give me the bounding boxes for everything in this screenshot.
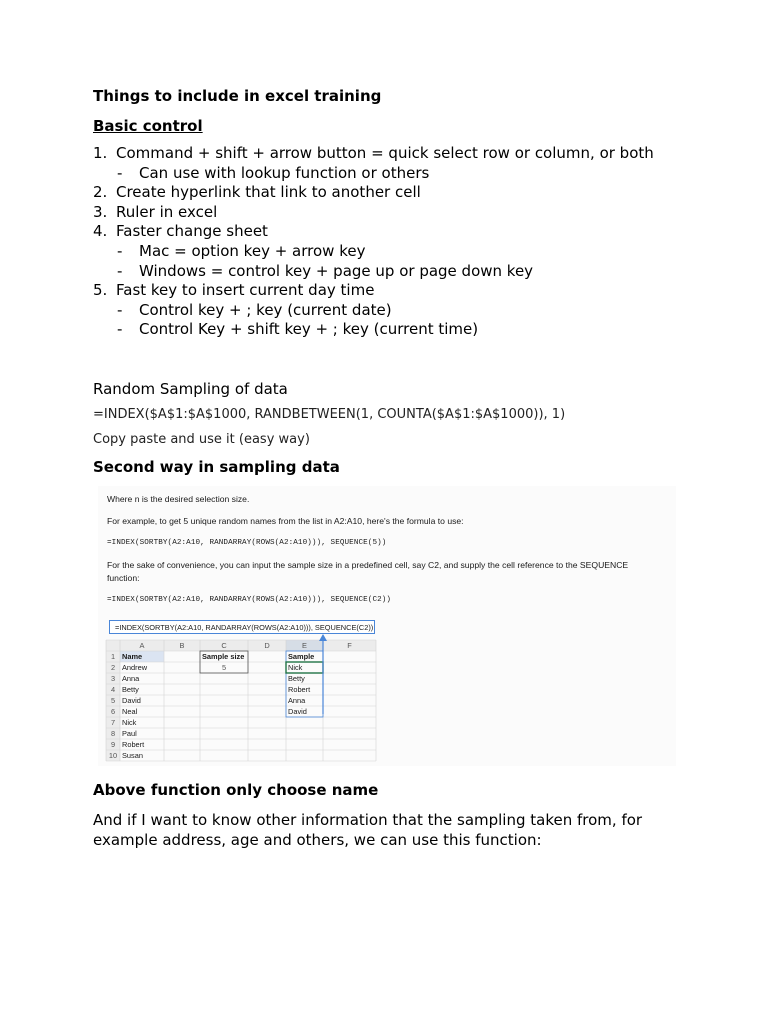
list-number: 3. <box>93 202 108 221</box>
subitem-text: Windows = control key + page up or page down key <box>139 261 534 280</box>
dash-bullet: - <box>117 320 123 339</box>
embedded-excel-screenshot <box>98 486 676 766</box>
list-number: 4. <box>93 222 108 241</box>
cell-col-e: Robert <box>288 685 311 694</box>
screenshot-line-2: For example, to get 5 unique random names from the list in A2:A10, here's the formula to use: <box>107 516 464 526</box>
document-body <box>93 86 693 477</box>
column-header: D <box>264 641 270 650</box>
cell-col-a: Nick <box>122 718 137 727</box>
list-subitem <box>93 320 693 340</box>
cell-col-e: David <box>288 707 307 716</box>
subitem-text: Control key + ; key (current date) <box>139 300 392 319</box>
row-number: 8 <box>110 729 116 738</box>
dash-bullet: - <box>117 261 123 280</box>
list-subitem <box>93 301 693 321</box>
arrow-head-icon <box>319 634 327 641</box>
cell-col-e: Nick <box>288 663 303 672</box>
document-continuation <box>93 780 693 850</box>
list-text: Ruler in excel <box>116 202 218 221</box>
row-number: 6 <box>110 707 116 716</box>
training-list <box>93 144 693 340</box>
screenshot-line-3a: For the sake of convenience, you can input the sample size in a predefined cell, say C2, and supply the cell reference to the SEQUENCE <box>107 560 629 570</box>
row-number: 2 <box>110 663 116 672</box>
column-header: A <box>139 641 145 650</box>
second-way-heading: Second way in sampling data <box>93 457 340 476</box>
list-item <box>93 222 693 242</box>
list-text: Create hyperlink that link to another cell <box>116 183 421 202</box>
row-number: 5 <box>110 696 116 705</box>
row-number: 4 <box>110 685 116 694</box>
formula-bar: =INDEX(SORTBY(A2:A10, RANDARRAY(ROWS(A2:A10))), SEQUENCE(C2)) <box>109 620 375 634</box>
list-subitem <box>93 262 693 282</box>
screenshot-line-1: Where n is the desired selection size. <box>107 494 250 504</box>
copy-paste-note: Copy paste and use it (easy way) <box>93 431 310 447</box>
list-item <box>93 183 693 203</box>
cell-col-e: Betty <box>288 674 305 683</box>
cell-col-a: Name <box>122 652 143 661</box>
screenshot-code-2: =INDEX(SORTBY(A2:A10, RANDARRAY(ROWS(A2:A10))), SEQUENCE(C2)) <box>107 596 392 604</box>
spreadsheet-grid <box>98 486 676 766</box>
list-subitem <box>93 242 693 262</box>
dash-bullet: - <box>117 241 123 260</box>
list-number: 1. <box>93 144 108 162</box>
cell-col-a: Paul <box>122 729 137 738</box>
above-function-heading: Above function only choose name <box>93 781 379 799</box>
column-header: E <box>302 641 307 650</box>
list-item <box>93 144 693 164</box>
cell-col-a: Anna <box>122 674 140 683</box>
cell-sample-size-value: 5 <box>221 663 227 672</box>
list-text: Faster change sheet <box>116 222 268 241</box>
list-item <box>93 281 693 301</box>
cell-col-a: Susan <box>122 751 143 760</box>
column-header: B <box>179 641 185 650</box>
list-text: Command + shift + arrow button = quick select row or column, or both <box>116 144 654 162</box>
row-number: 7 <box>110 718 116 727</box>
cell-col-a: Betty <box>122 685 139 694</box>
list-number: 5. <box>93 281 108 300</box>
cell-col-a: Andrew <box>122 663 148 672</box>
column-header: C <box>221 641 227 650</box>
closing-paragraph: And if I want to know other information that the sampling taken from, for example address, age and others, we can use this function: <box>93 811 643 849</box>
row-number: 3 <box>110 674 116 683</box>
subitem-text: Control Key + shift key + ; key (current time) <box>139 320 479 339</box>
cell-col-e: Anna <box>288 696 306 705</box>
subitem-text: Can use with lookup function or others <box>139 163 430 182</box>
row-number: 9 <box>110 740 116 749</box>
dash-bullet: - <box>117 163 123 182</box>
screenshot-code-1: =INDEX(SORTBY(A2:A10, RANDARRAY(ROWS(A2:A10))), SEQUENCE(5)) <box>107 539 387 547</box>
dash-bullet: - <box>117 300 123 319</box>
row-number: 10 <box>108 751 118 760</box>
list-number: 2. <box>93 183 108 202</box>
cell-col-a: Neal <box>122 707 138 716</box>
screenshot-line-3b: function: <box>107 573 140 583</box>
row-number: 1 <box>110 652 116 661</box>
document-title: Things to include in excel training <box>93 87 382 105</box>
subitem-text: Mac = option key + arrow key <box>139 241 366 260</box>
cell-col-a: David <box>122 696 141 705</box>
column-header: F <box>347 641 352 650</box>
cell-col-a: Robert <box>122 740 145 749</box>
random-sampling-formula: =INDEX($A$1:$A$1000, RANDBETWEEN(1, COUNTA($A$1:$A$1000)), 1) <box>93 406 566 422</box>
list-item <box>93 203 693 223</box>
list-subitem <box>93 164 693 184</box>
cell-col-e: Sample <box>288 652 315 661</box>
cell-sample-size-label: Sample size <box>202 652 245 661</box>
random-sampling-heading: Random Sampling of data <box>93 379 288 398</box>
basic-control-heading: Basic control <box>93 117 203 135</box>
list-text: Fast key to insert current day time <box>116 281 375 300</box>
